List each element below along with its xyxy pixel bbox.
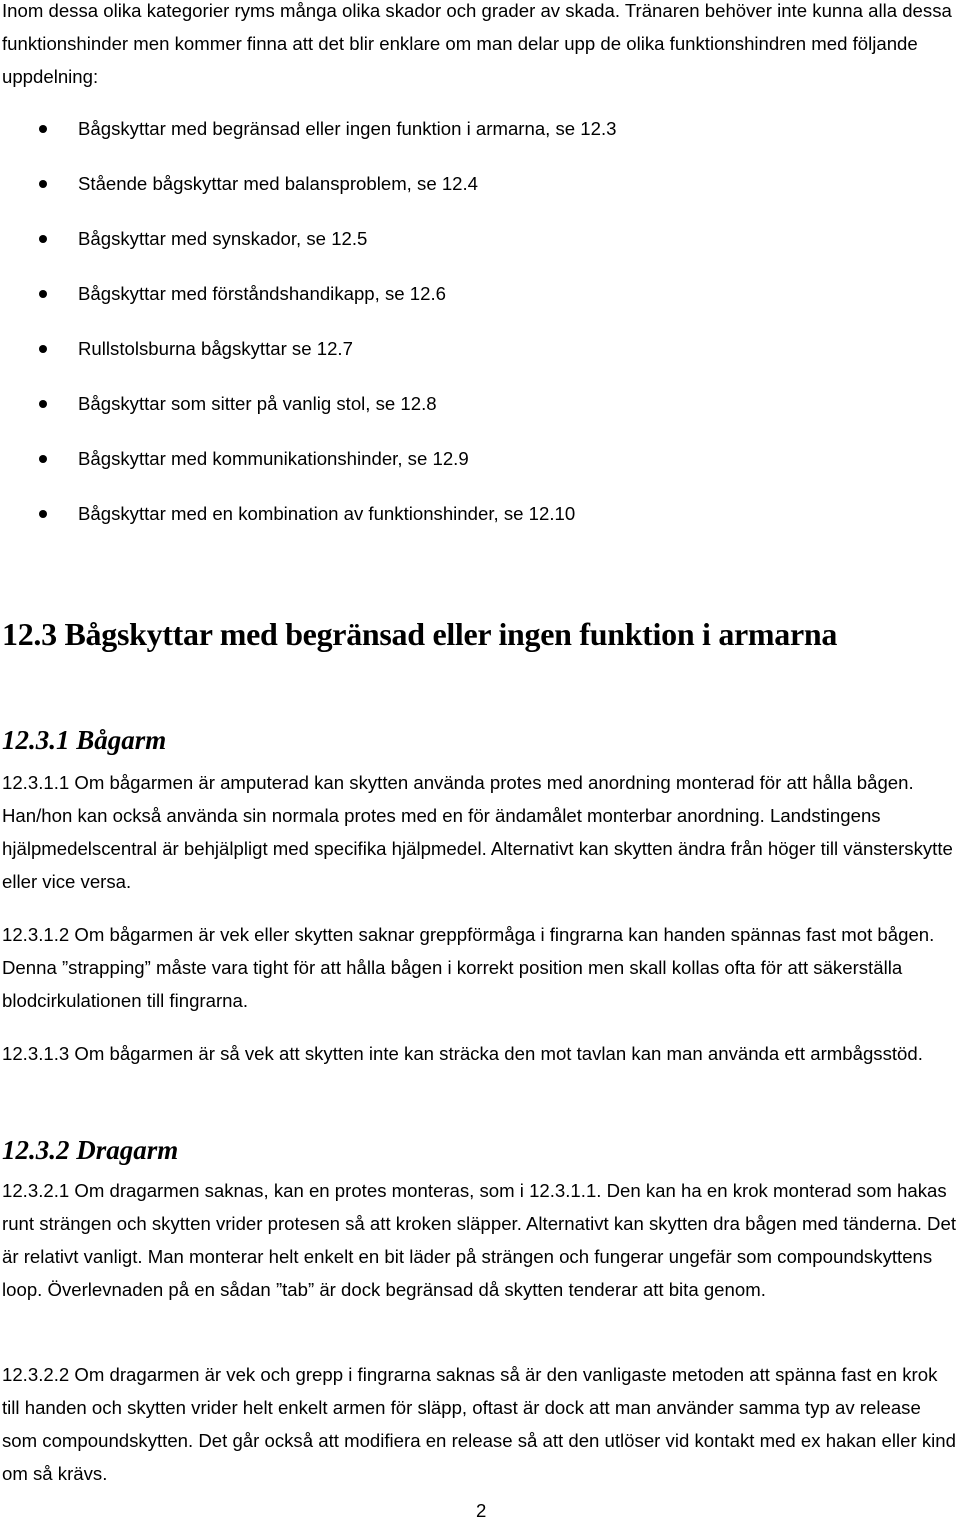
bullet-icon (39, 510, 47, 518)
list-item (2, 498, 617, 553)
bullet-icon (39, 180, 47, 188)
list-item-text: Bågskyttar med synskador, se 12.5 (78, 228, 368, 249)
paragraph-12-3-1-3: 12.3.1.3 Om bågarmen är så vek att skytten inte kan sträcka den mot tavlan kan man använda ett armbågsstöd. (2, 1043, 923, 1064)
bullet-icon (39, 290, 47, 298)
list-item-text: Bågskyttar med förståndshandikapp, se 12.6 (78, 283, 446, 304)
page-number: 2 (476, 1500, 487, 1521)
list-item (2, 388, 617, 443)
bullet-icon (39, 125, 47, 133)
list-item-text: Bågskyttar med begränsad eller ingen funktion i armarna, se 12.3 (78, 118, 617, 139)
paragraph-12-3-2-1: 12.3.2.1 Om dragarmen saknas, kan en protes monteras, som i 12.3.1.1. Den kan ha en krok monterad som hakas runt strängen och skytten vrider protesen så att kroken släpper. Alternativt kan skytten dra bågen med tänderna. Det är relativt vanligt. Man monterar helt enkelt en bit läder på strängen och fungerar ungefär som compoundskyttens loop. Överlevnaden på en sådan ”tab” är dock begränsad då skytten tenderar att bita genom. (2, 1180, 956, 1300)
list-item-text: Bågskyttar med kommunikationshinder, se 12.9 (78, 448, 469, 469)
list-item (2, 278, 617, 333)
paragraph-12-3-1-2: 12.3.1.2 Om bågarmen är vek eller skytten saknar greppförmåga i fingrarna kan handen spännas fast mot bågen. Denna ”strapping” måste vara tight för att hålla bågen i korrekt position men skall kollas ofta för att säkerställa blodcirkulationen till fingrarna. (2, 924, 935, 1011)
list-item-text: Stående bågskyttar med balansproblem, se 12.4 (78, 173, 479, 194)
subsection-heading-bagarm: 12.3.1 Bågarm (2, 725, 167, 755)
list-item (2, 223, 617, 278)
list-item (2, 113, 617, 168)
bullet-icon (39, 400, 47, 408)
section-heading: 12.3 Bågskyttar med begränsad eller ingen funktion i armarna (2, 616, 838, 652)
bullet-icon (39, 455, 47, 463)
list-item (2, 168, 617, 223)
list-item-text: Bågskyttar som sitter på vanlig stol, se 12.8 (78, 393, 437, 414)
list-item (2, 333, 617, 388)
bullet-icon (39, 345, 47, 353)
subsection-heading-dragarm: 12.3.2 Dragarm (2, 1135, 179, 1165)
paragraph-12-3-2-2: 12.3.2.2 Om dragarmen är vek och grepp i fingrarna saknas så är den vanligaste metoden att spänna fast en krok till handen och skytten vrider helt enkelt armen för släpp, oftast är dock att man använder samma typ av release som compoundskytten. Det går också att modifiera en release så att den utlöser vid kontakt med ex hakan eller kind om så krävs. (2, 1364, 956, 1484)
paragraph-12-3-1-1: 12.3.1.1 Om bågarmen är amputerad kan skytten använda protes med anordning monterad för att hålla bågen. Han/hon kan också använda sin normala protes med en för ändamålet monterbar anordning. Landstingens hjälpmedelscentral är behjälpligt med specifika hjälpmedel. Alternativt kan skytten ändra från höger till vänsterskytte eller vice versa. (2, 772, 953, 892)
list-item-text: Rullstolsburna bågskyttar se 12.7 (78, 338, 353, 359)
bullet-icon (39, 235, 47, 243)
list-item-text: Bågskyttar med en kombination av funktionshinder, se 12.10 (78, 503, 576, 524)
intro-paragraph: Inom dessa olika kategorier ryms många olika skador och grader av skada. Tränaren behöver inte kunna alla dessa funktionshinder men kommer finna att det blir enklare om man delar upp de olika funktionshindren med följande uppdelning: (2, 0, 952, 87)
list-item (2, 443, 617, 498)
category-list (2, 113, 617, 553)
